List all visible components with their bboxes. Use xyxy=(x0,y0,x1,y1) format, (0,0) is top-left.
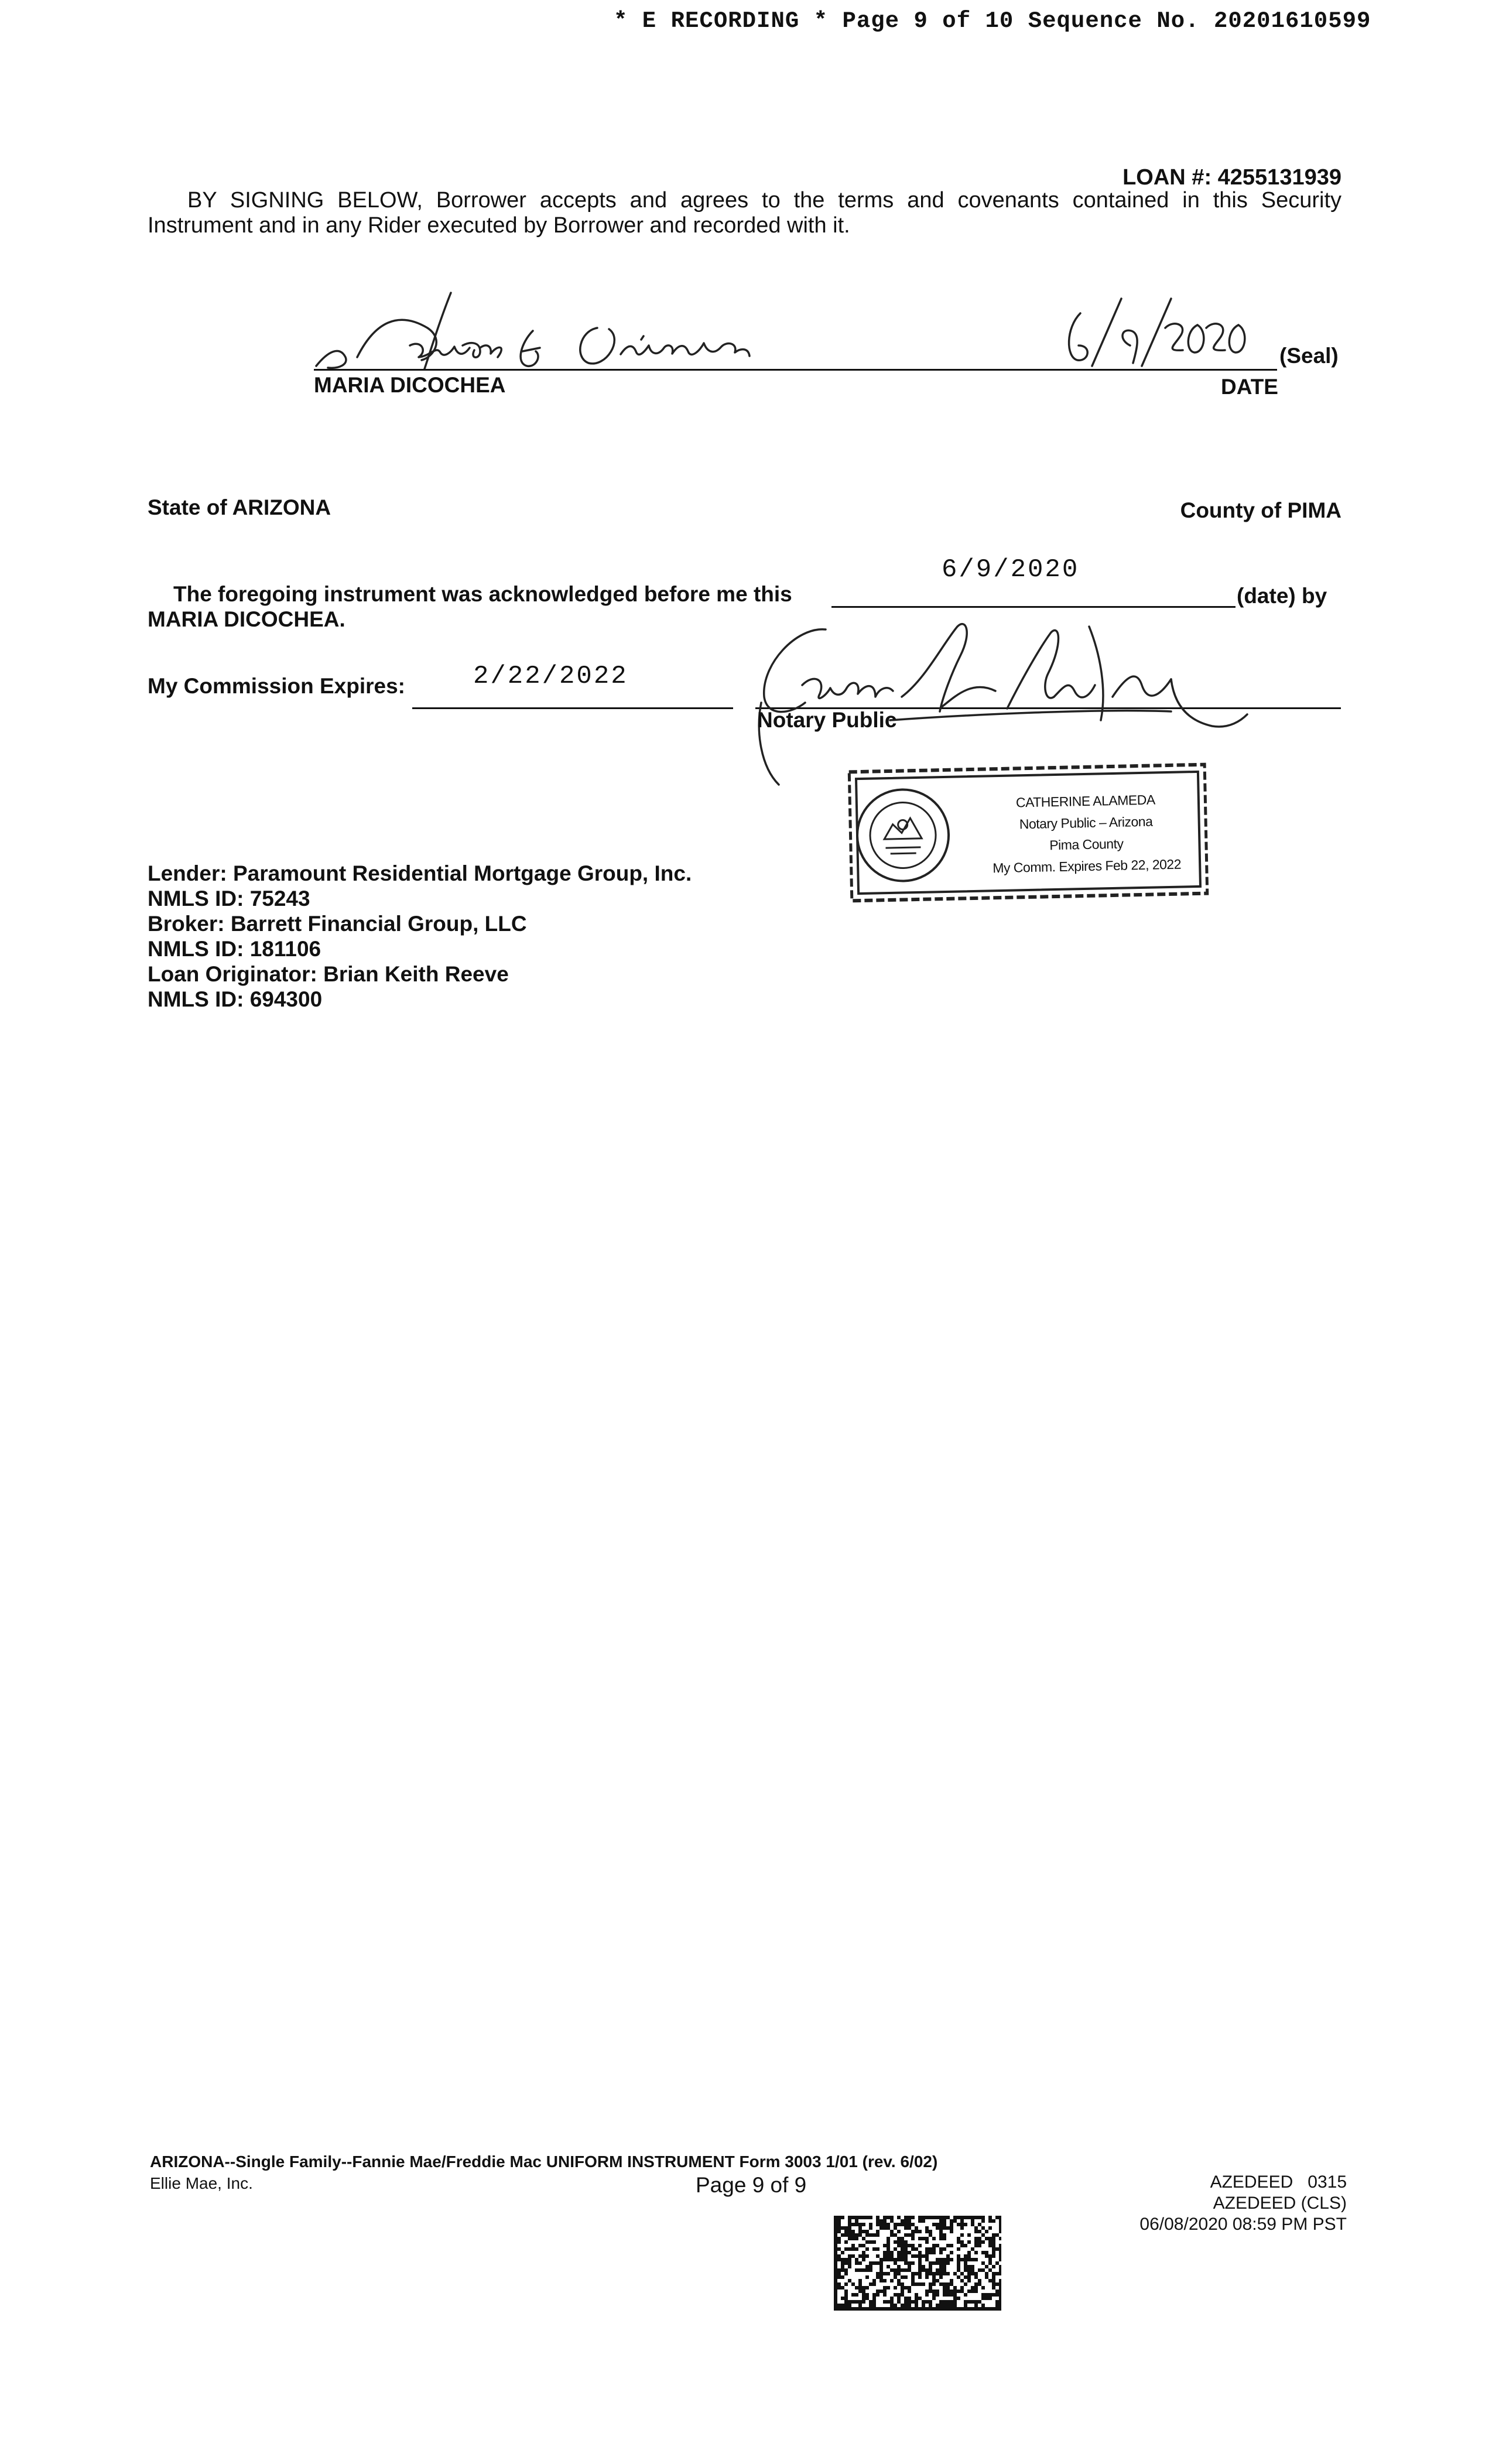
originator-nmls: NMLS ID: 694300 xyxy=(148,987,323,1011)
commission-line xyxy=(412,707,733,709)
footer-codes xyxy=(1139,2172,1347,2235)
recording-header: * E RECORDING * Page 9 of 10 Sequence No. 20201610599 xyxy=(614,8,1371,34)
broker-nmls: NMLS ID: 181106 xyxy=(148,937,321,961)
footer-code-2: AZEDEED (CLS) xyxy=(1213,2193,1347,2213)
footer-page-number: Page 9 of 9 xyxy=(696,2173,807,2197)
notary-public-label: Notary Public xyxy=(757,708,897,732)
date-label: DATE xyxy=(1221,375,1278,399)
arizona-seal-icon xyxy=(856,789,949,882)
intro-line-1: BY SIGNING BELOW, Borrower accepts and agrees to the terms and covenants contained in this Security xyxy=(187,188,1341,213)
footer-form-id: ARIZONA--Single Family--Fannie Mae/Freddie Mac UNIFORM INSTRUMENT Form 3003 1/01 (rev. 6/02) xyxy=(150,2152,938,2171)
lender-nmls: NMLS ID: 75243 xyxy=(148,887,310,911)
borrower-signature-line xyxy=(314,369,1277,371)
seal-label: (Seal) xyxy=(1279,344,1339,368)
footer-code-1: AZEDEED 0315 xyxy=(1210,2172,1347,2192)
acknowledgment-name: MARIA DICOCHEA. xyxy=(148,607,345,631)
footer-timestamp: 06/08/2020 08:59 PM PST xyxy=(1139,2215,1347,2234)
loan-originator: Loan Originator: Brian Keith Reeve xyxy=(148,962,509,986)
county-label: County of PIMA xyxy=(1180,498,1341,522)
borrower-signature-graphic xyxy=(304,287,1312,386)
broker-name: Broker: Barrett Financial Group, LLC xyxy=(148,912,527,936)
loan-number: LOAN #: 4255131939 xyxy=(1122,165,1341,190)
lender-info-block xyxy=(148,861,692,1012)
lender-name: Lender: Paramount Residential Mortgage Group, Inc. xyxy=(148,861,692,885)
acknowledgment-date-line xyxy=(831,606,1236,608)
stamp-county: Pima County xyxy=(1049,836,1124,853)
intro-line-2: Instrument and in any Rider executed by Borrower and recorded with it. xyxy=(148,213,850,238)
borrower-name: MARIA DICOCHEA xyxy=(314,373,506,397)
acknowledgment-suffix: (date) by xyxy=(1237,584,1327,608)
acknowledgment-text: The foregoing instrument was acknowledged before me this xyxy=(173,582,792,606)
stamp-notary-name: CATHERINE ALAMEDA xyxy=(1015,792,1155,810)
state-label: State of ARIZONA xyxy=(148,495,331,519)
stamp-expiration: My Comm. Expires Feb 22, 2022 xyxy=(993,856,1182,876)
footer-company: Ellie Mae, Inc. xyxy=(150,2174,253,2192)
stamp-notary-title: Notary Public – Arizona xyxy=(1019,813,1153,832)
stamp-text-block xyxy=(988,789,1183,879)
commission-expires-label: My Commission Expires: xyxy=(148,674,406,698)
acknowledgment-date: 6/9/2020 xyxy=(942,555,1080,584)
commission-expires-date: 2/22/2022 xyxy=(473,662,628,691)
barcode-icon xyxy=(834,2216,1001,2311)
